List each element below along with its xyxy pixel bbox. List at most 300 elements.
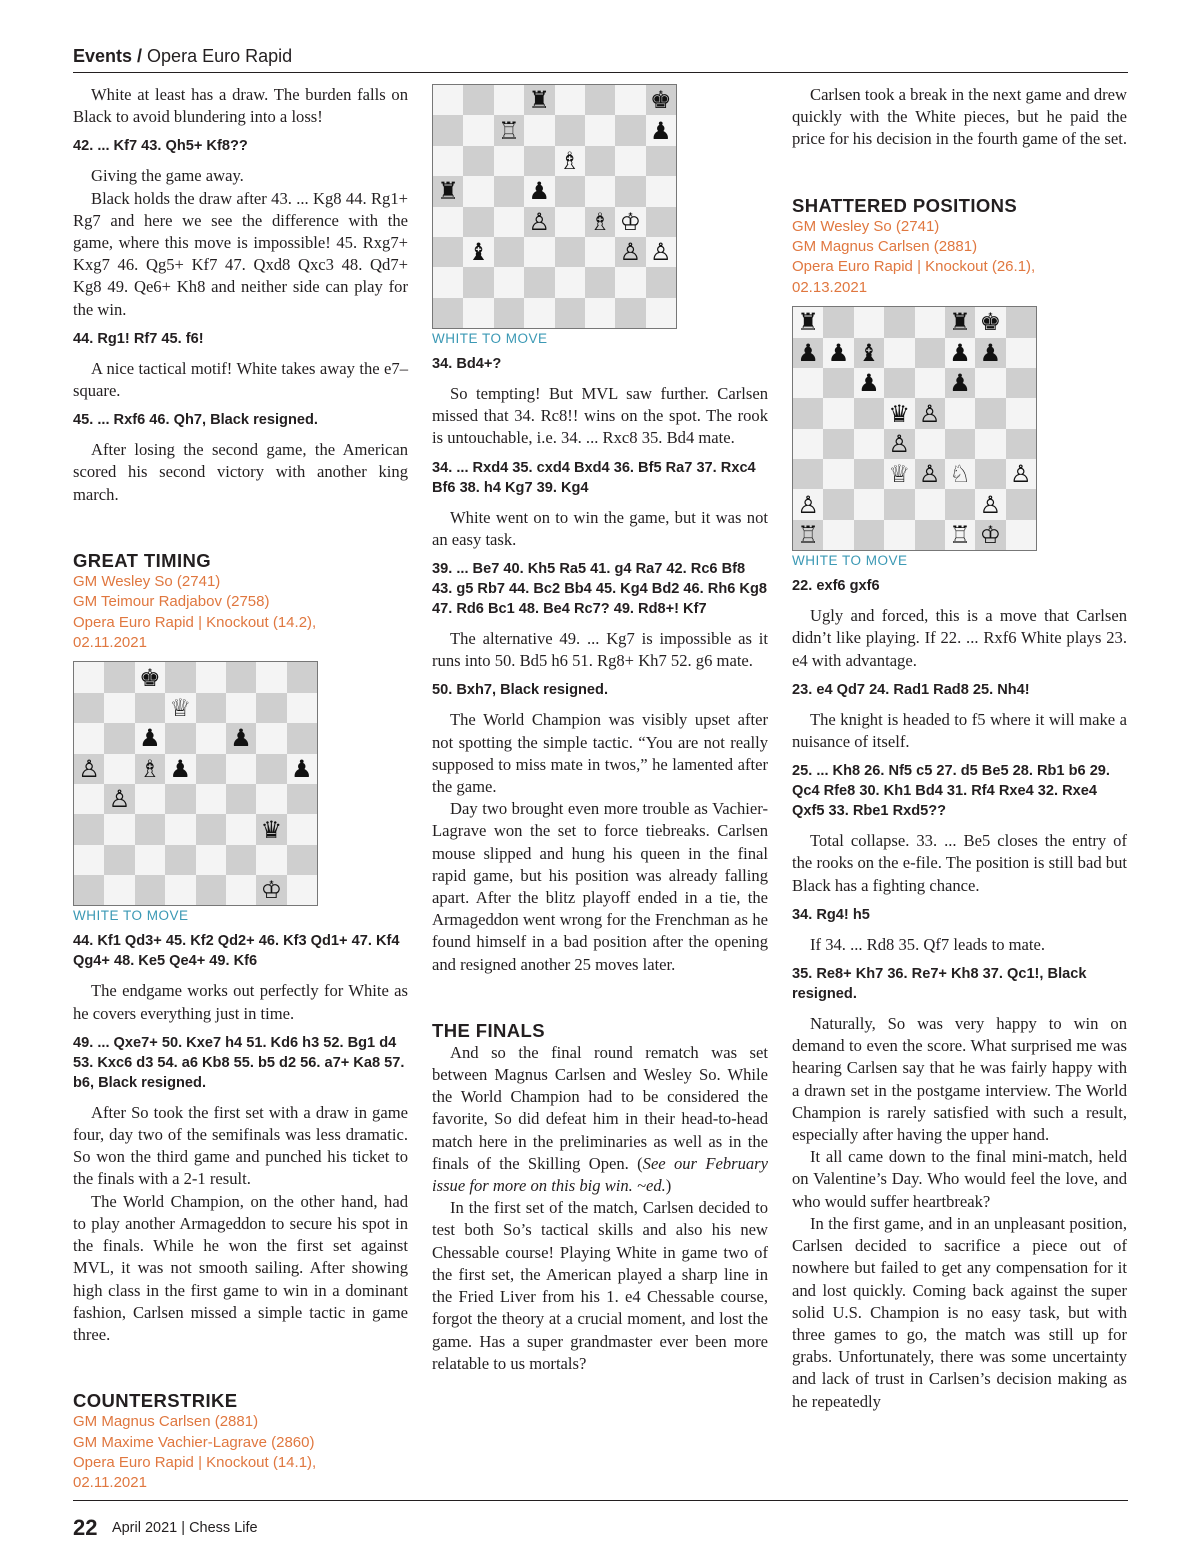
board-square [165,845,195,875]
paragraph: White went on to win the game, but it was not an easy task. [432,507,768,549]
board-square [494,298,524,328]
board-square [104,754,134,784]
board-square [646,237,676,267]
board-square [196,723,226,753]
white-king-icon: ♔ [260,876,283,905]
board-square [615,85,645,115]
board-square [287,875,317,905]
board-square [615,176,645,206]
board-square [555,115,585,145]
paragraph [432,1042,768,1197]
board-square [854,398,884,428]
board-square [793,520,823,550]
board-square [226,784,256,814]
board-square [196,662,226,692]
paragraph: Naturally, So was very happy to win on demand to even the score. What surprised me was hearing Carlsen say that he was fairly happy with a drawn set in the postgame interview. The World Champion is rarely satisfied with such a result, especially after having the upper hand. [792,1014,1127,1145]
board-square [524,298,554,328]
board-square [256,875,286,905]
black-pawn-icon: ♟ [139,724,161,753]
black-queen-icon: ♛ [260,815,283,844]
white-king-icon: ♔ [979,521,1002,550]
board-square [196,814,226,844]
board-square [1006,429,1036,459]
board-square [494,267,524,297]
board-square [226,845,256,875]
white-player: GM Wesley So (2741) [792,217,940,235]
board-square [823,398,853,428]
board-square [494,176,524,206]
board-caption: WHITE TO MOVE [73,908,189,924]
editor-note: See our February issue for more on this big win. ~ed. [432,1153,768,1196]
paragraph: Day two brought even more trouble as Vachier-Lagrave won the set to force tiebreaks. Carlsen mouse slipped and hung his queen in the final rapid game, but his position was already falling apart. After the blitz playoff ended in a tie, the Armageddon went wrong for the Frenchman as he found himself in a bad position after the opening and resigned another 25 moves later. [432,799,768,974]
black-rook-icon: ♜ [437,177,459,206]
board-square [287,723,317,753]
board-square [823,368,853,398]
board-square [854,368,884,398]
board-square [615,146,645,176]
board-square [585,267,615,297]
move-notation: 25. ... Kh8 26. Nf5 c5 27. d5 Be5 28. Rb1 b6 29. Qc4 Rfe8 30. Kh1 Bd4 31. Rf4 Rxe4 32. Rxe4 Qxf5 33. Rbe1 Rxd5?? [792,763,1110,820]
white-king-icon: ♔ [619,207,642,236]
board-square [1006,338,1036,368]
black-player: GM Magnus Carlsen (2881) [792,238,978,256]
header-section: Events / [73,46,143,66]
white-pawn-icon: ♙ [1010,460,1032,489]
footer-separator: | [181,1520,186,1536]
board-square [256,754,286,784]
issue-date: April 2021 [111,1520,178,1536]
board-square [196,845,226,875]
board-square [165,875,195,905]
board-square [494,146,524,176]
board-square [555,207,585,237]
white-player: GM Wesley So (2741) [73,572,221,590]
paragraph: Total collapse. 33. ... Be5 closes the entry of the rooks on the e-file. The position is still bad but Black has a fighting chance. [792,831,1127,895]
board-caption: WHITE TO MOVE [792,553,908,569]
board-square [196,875,226,905]
paragraph: The alternative 49. ... Kg7 is impossible as it runs into 50. Bd5 h6 51. Rg8+ Kh7 52. g6 mate. [432,629,768,671]
black-rook-icon: ♜ [949,308,971,337]
move-notation: 22. exf6 gxf6 [792,578,880,595]
black-pawn-icon: ♟ [979,338,1002,367]
paragraph: The knight is headed to f5 where it will make a nuisance of itself. [792,709,1127,752]
board-square [915,489,945,519]
paragraph: Ugly and forced, this is a move that Carlsen didn’t like playing. If 22. ... Rxf6 White plays 23. e4 with advantage. [792,606,1127,670]
board-square [524,207,554,237]
board-square [884,307,914,337]
board-square [915,307,945,337]
board-square [256,723,286,753]
black-pawn-icon: ♟ [858,369,880,398]
section-heading: COUNTERSTRIKE [73,1390,238,1412]
move-notation: 44. Kf1 Qd3+ 45. Kf2 Qd2+ 46. Kf3 Qd1+ 47. Kf4 Qg4+ 48. Ke5 Qe4+ 49. Kf6 [73,933,400,970]
page-number: 22 [73,1515,98,1540]
board-square [494,207,524,237]
board-square [854,520,884,550]
column-3 [792,84,1127,1413]
white-pawn-icon: ♙ [528,207,551,236]
board-square [433,298,463,328]
white-pawn-icon: ♙ [918,460,941,489]
board-square [1006,520,1036,550]
board-square [165,723,195,753]
white-pawn-icon: ♙ [650,238,672,267]
board-square [135,814,165,844]
board-square [884,338,914,368]
board-square [793,489,823,519]
game-date: 02.11.2021 [73,634,147,652]
board-square [135,845,165,875]
board-square [74,723,104,753]
move-notation: 34. Rg4! h5 [792,906,870,923]
paragraph: A nice tactical motif! White takes away the e7–square. [73,358,408,401]
board-square [104,723,134,753]
board-square [884,368,914,398]
board-square [196,784,226,814]
board-square [915,398,945,428]
board-square [646,146,676,176]
board-square [915,520,945,550]
board-square [945,398,975,428]
white-knight-icon: ♘ [949,460,971,489]
chess-board [792,306,1037,551]
board-square [585,237,615,267]
white-queen-icon: ♕ [888,460,911,489]
paragraph: The endgame works out perfectly for White as he covers everything just in time. [73,981,408,1023]
white-queen-icon: ♕ [169,694,192,723]
black-player: GM Maxime Vachier-Lagrave (2860) [73,1433,315,1451]
chess-board [73,661,318,906]
event-name: Opera Euro Rapid | Knockout (26.1), [792,258,1036,276]
page-footer [73,1500,1128,1541]
board-square [975,368,1005,398]
board-square [823,307,853,337]
paragraph: If 34. ... Rd8 35. Qf7 leads to mate. [810,934,1046,954]
board-square [287,784,317,814]
board-square [823,489,853,519]
game-info [73,1412,408,1494]
board-square [463,115,493,145]
move-notation: 34. Bd4+? [432,356,502,372]
board-caption: WHITE TO MOVE [432,331,548,346]
board-square [524,85,554,115]
black-bishop-icon: ♝ [858,338,880,367]
event-name: Opera Euro Rapid | Knockout (14.1), [73,1453,317,1471]
running-header [73,44,1128,73]
board-square [555,267,585,297]
black-pawn-icon: ♟ [827,338,850,367]
board-square [433,85,463,115]
board-square [884,520,914,550]
board-square [135,754,165,784]
board-square [463,237,493,267]
board-square [165,814,195,844]
black-bishop-icon: ♝ [467,238,490,267]
board-square [165,784,195,814]
black-player: GM Teimour Radjabov (2758) [73,593,270,611]
section-heading: GREAT TIMING [73,549,212,571]
paragraph: White at least has a draw. The burden falls on Black to avoid blundering into a loss! [73,85,408,127]
board-square [74,693,104,723]
board-square [793,307,823,337]
board-square [74,662,104,692]
white-pawn-icon: ♙ [979,490,1002,519]
board-square [463,207,493,237]
board-square [104,662,134,692]
board-square [975,489,1005,519]
white-rook-icon: ♖ [797,521,819,550]
board-square [226,662,256,692]
board-square [823,520,853,550]
board-square [646,85,676,115]
board-square [1006,459,1036,489]
move-notation: 45. ... Rxf6 46. Qh7, Black resigned. [73,412,318,429]
board-square [104,693,134,723]
board-square [945,429,975,459]
board-square [615,237,645,267]
board-square [615,298,645,328]
magazine-name: Chess Life [189,1520,258,1536]
board-square [555,176,585,206]
header-title: Opera Euro Rapid [147,46,293,66]
board-square [135,662,165,692]
board-square [585,207,615,237]
board-square [74,814,104,844]
board-square [433,207,463,237]
board-square [433,146,463,176]
board-square [615,267,645,297]
board-square [646,176,676,206]
white-rook-icon: ♖ [498,116,520,145]
board-square [646,298,676,328]
board-square [256,814,286,844]
board-square [256,784,286,814]
board-square [854,489,884,519]
section-gap [73,1346,408,1390]
paragraph-text: ) [665,1176,672,1196]
board-square [615,115,645,145]
board-square [854,459,884,489]
white-pawn-icon: ♙ [108,785,131,814]
board-square [256,662,286,692]
move-notation: 34. ... Rxd4 35. cxd4 Bxd4 36. Bf5 Ra7 37. Rxc4 Bf6 38. h4 Kg7 39. Kg4 [432,459,756,496]
column-2 [432,84,768,1375]
board-square [555,237,585,267]
white-pawn-icon: ♙ [78,754,100,783]
board-square [226,693,256,723]
board-square [494,85,524,115]
section-heading: SHATTERED POSITIONS [792,194,1018,216]
board-square [196,693,226,723]
board-square [555,298,585,328]
board-square [646,267,676,297]
board-square [524,115,554,145]
board-square [226,814,256,844]
board-square [945,489,975,519]
board-square [585,146,615,176]
board-square [463,267,493,297]
white-pawn-icon: ♙ [888,429,911,458]
board-square [135,693,165,723]
board-square [104,784,134,814]
board-square [433,176,463,206]
board-square [793,398,823,428]
black-queen-icon: ♛ [888,399,911,428]
board-square [945,338,975,368]
white-bishop-icon: ♗ [589,207,611,236]
paragraph: In the first set of the match, Carlsen decided to test both So’s tactical skills and also his new Chessable course! Playing White in game two of the first set, the American played a sharp line in the Fried Liver from his 1. e4 Chessable course, forgot the theory at a crucial moment, and lost the game. Has a super grandmaster ever been more relatable to us mortals? [432,1198,768,1373]
board-square [555,85,585,115]
board-square [793,459,823,489]
chess-board [432,84,677,329]
paragraph: The World Champion was visibly upset after not spotting the simple tactic. “You are not really supposed to miss mate in twos,” he lamented after the game. [432,710,768,797]
board-square [646,207,676,237]
board-square [74,845,104,875]
white-rook-icon: ♖ [949,521,971,550]
black-king-icon: ♚ [650,86,672,115]
board-square [494,237,524,267]
black-pawn-icon: ♟ [230,724,252,753]
board-square [226,754,256,784]
black-rook-icon: ♜ [528,86,551,115]
section-gap [73,506,408,550]
black-pawn-icon: ♟ [797,338,819,367]
board-square [104,875,134,905]
board-square [524,176,554,206]
section-gap [432,976,768,1020]
white-player: GM Magnus Carlsen (2881) [73,1413,259,1431]
game-info [792,217,1127,299]
move-notation: 35. Re8+ Kh7 36. Re7+ Kh8 37. Qc1!, Black resigned. [792,966,1087,1003]
board-square [165,754,195,784]
board-square [823,338,853,368]
paragraph: After losing the second game, the American scored his second victory with another king march. [73,440,408,504]
move-notation: 44. Rg1! Rf7 45. f6! [73,330,204,347]
board-square [884,459,914,489]
board-square [945,520,975,550]
game-date: 02.11.2021 [73,1474,147,1492]
board-square [104,845,134,875]
board-square [74,784,104,814]
board-square [494,115,524,145]
board-square [915,429,945,459]
board-square [975,398,1005,428]
black-king-icon: ♚ [979,308,1002,337]
move-notation: 50. Bxh7, Black resigned. [432,682,609,699]
board-square [74,754,104,784]
paragraph: The World Champion, on the other hand, had to play another Armageddon to secure his spot in the finals. While he won the first set against MVL, it was not smooth sailing. After showing high class in the first game to win in a dominant fashion, Carlsen missed a simple tactic in game three. [73,1191,408,1344]
board-square [975,307,1005,337]
board-square [854,338,884,368]
board-square [135,875,165,905]
black-pawn-icon: ♟ [528,177,551,206]
white-pawn-icon: ♙ [619,238,642,267]
paragraph: In the first game, and in an unpleasant position, Carlsen decided to sacrifice a piece out of nowhere but failed to get any compensation for it and lost quickly. Coming back against the super solid U.S. Champion is no easy task, but with three games to go, the match was still up for grabs. Unfortunately, there was some uncertainty and lack of trust in Carlsen’s decision making as he repeatedly [792,1213,1127,1411]
board-square [196,754,226,784]
board-square [1006,398,1036,428]
board-square [524,237,554,267]
board-square [793,338,823,368]
board-square [463,298,493,328]
board-square [524,146,554,176]
board-square [585,176,615,206]
board-square [463,85,493,115]
white-bishop-icon: ♗ [139,754,161,783]
board-square [433,267,463,297]
board-square [256,845,286,875]
board-square [793,429,823,459]
white-bishop-icon: ♗ [558,146,581,175]
board-square [226,723,256,753]
board-square [915,459,945,489]
board-square [975,338,1005,368]
board-square [945,307,975,337]
footer-issue [112,1520,258,1536]
board-square [915,338,945,368]
section-heading: THE FINALS [432,1019,545,1041]
board-square [463,146,493,176]
paragraph: So tempting! But MVL saw further. Carlsen missed that 34. Rc8!! wins on the spot. The rook is untouchable, i.e. 34. ... Rxc8 35. Bd4 mate. [432,384,768,448]
board-square [1006,368,1036,398]
board-square [135,723,165,753]
board-square [823,429,853,459]
board-square [1006,307,1036,337]
game-info [73,572,408,654]
board-square [287,662,317,692]
board-square [854,429,884,459]
paragraph: Carlsen took a break in the next game and drew quickly with the White pieces, but he paid the price for his decision in the fourth game of the set. [792,85,1128,149]
black-pawn-icon: ♟ [650,116,672,145]
move-notation: 42. ... Kf7 43. Qh5+ Kf8?? [73,138,248,155]
board-square [585,298,615,328]
white-pawn-icon: ♙ [918,399,941,428]
column-1 [73,84,408,1502]
board-square [823,459,853,489]
move-notation: 23. e4 Qd7 24. Rad1 Rad8 25. Nh4! [792,681,1030,698]
board-square [256,693,286,723]
board-square [945,368,975,398]
black-rook-icon: ♜ [797,308,819,337]
board-square [975,520,1005,550]
board-square [585,85,615,115]
board-square [524,267,554,297]
board-square [463,176,493,206]
paragraph: After So took the first set with a draw in game four, day two of the semifinals was less dramatic. So won the third game and punched his ticket to the finals with a 2-1 result. [73,1102,408,1189]
black-king-icon: ♚ [139,663,161,692]
board-square [226,875,256,905]
board-square [165,662,195,692]
board-square [945,459,975,489]
board-square [165,693,195,723]
board-square [646,115,676,145]
section-gap [792,151,1127,195]
board-square [615,207,645,237]
black-pawn-icon: ♟ [949,369,971,398]
board-square [433,237,463,267]
paragraph: Black holds the draw after 43. ... Kg8 44. Rg1+ Rg7 and here we see the difference with the game, where this move is impossible! 45. Rxg7+ Kxg7 46. Qg5+ Kf7 47. Qxd8 Qxc3 48. Qd7+ Kg8 49. Qe6+ Kh8 and neither side can play for the win. [73,188,408,319]
paragraph-text: And so the final round rematch was set between Magnus Carlsen and Wesley So. While the World Champion had to be considered the favorite, So did defeat him in their head-to-head match here in the preliminaries as well as in the finals of the Skilling Open. ( [432,1042,768,1173]
board-square [104,814,134,844]
board-square [884,489,914,519]
game-date: 02.13.2021 [792,278,868,296]
board-square [287,754,317,784]
board-square [915,368,945,398]
board-square [884,398,914,428]
board-square [585,115,615,145]
board-square [135,784,165,814]
board-square [287,814,317,844]
board-square [287,693,317,723]
